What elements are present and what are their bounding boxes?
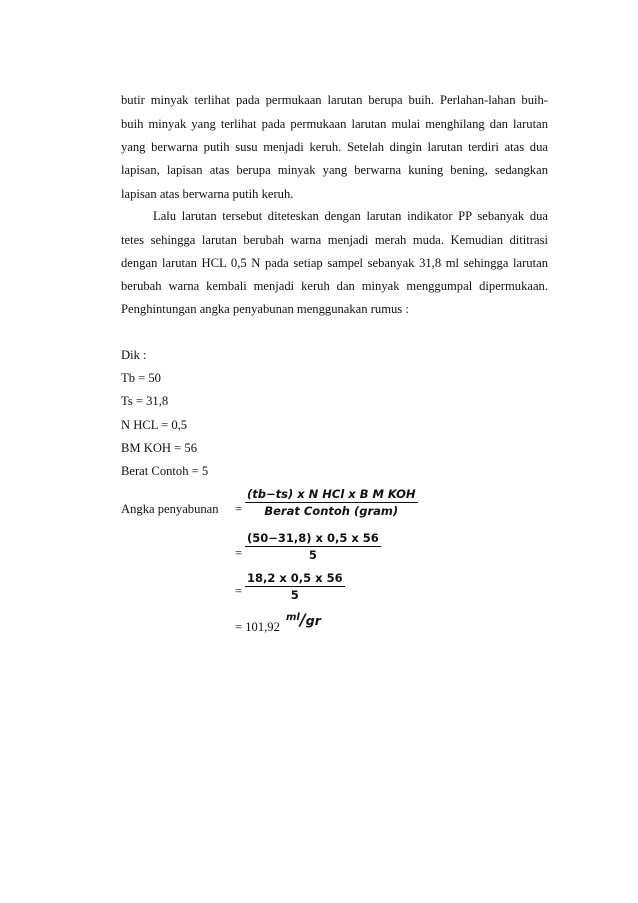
formula-simplified-numerator: 18,2 x 0,5 x 56 — [247, 571, 343, 585]
paragraph-2-line-5: Penghintungan angka penyabunan menggunakan rumus : — [121, 302, 409, 316]
formula-general-denominator: Berat Contoh (gram) — [264, 504, 399, 518]
formula-general — [245, 487, 418, 518]
formula-substituted-numerator: (50−31,8) x 0,5 x 56 — [247, 531, 379, 545]
given-item-berat-contoh: Berat Contoh = 5 — [121, 464, 209, 478]
paragraph-2-line-4: berubah warna kembali menjadi keruh dan minyak menggumpal dipermukaan. — [121, 279, 548, 293]
formula-simplified — [245, 571, 345, 602]
paragraph-1-line-2: buih minyak yang terlihat pada permukaan larutan mulai menghilang dan larutan — [121, 117, 548, 131]
given-item-bm-koh: BM KOH = 56 — [121, 441, 198, 455]
paragraph-1-line-3: yang berwarna putih susu menjadi keruh. Setelah dingin larutan terdiri atas dua — [121, 140, 548, 154]
formula-substituted-denominator: 5 — [308, 548, 317, 562]
given-item-ts: Ts = 31,8 — [121, 394, 169, 408]
formula-result: = 101,92 — [235, 620, 280, 634]
paragraph-2-line-2: tetes sehingga larutan berubah warna menjadi merah muda. Kemudian dititrasi — [121, 233, 548, 247]
result-unit — [286, 610, 321, 629]
paragraph-2-line-1: Lalu larutan tersebut diteteskan dengan larutan indikator PP sebanyak dua — [153, 209, 548, 223]
unit-gr: gr — [305, 613, 321, 628]
given-item-tb: Tb = 50 — [121, 371, 161, 385]
formula-label: Angka penyabunan — [121, 502, 219, 516]
equals-sign-1: = — [235, 502, 243, 516]
formula-simplified-denominator: 5 — [290, 588, 299, 602]
paragraph-1-line-4: lapisan, lapisan atas berupa minyak yang berwarna kuning bening, sedangkan — [121, 163, 548, 177]
formula-substituted — [245, 531, 381, 562]
paragraph-1-line-5: lapisan atas berwarna putih keruh. — [121, 187, 294, 201]
equals-sign-3: = — [235, 584, 243, 598]
formula-general-numerator: (tb−ts) x N HCl x B M KOH — [247, 487, 416, 501]
equals-sign-2: = — [235, 546, 243, 560]
paragraph-1-line-1: butir minyak terlihat pada permukaan larutan berupa buih. Perlahan-lahan buih- — [121, 93, 548, 107]
given-item-nhcl: N HCL = 0,5 — [121, 418, 188, 432]
given-heading: Dik : — [121, 348, 147, 362]
paragraph-2-line-3: dengan larutan HCL 0,5 N pada setiap sampel sebanyak 31,8 ml sehingga larutan — [121, 256, 548, 270]
unit-slash: / — [299, 610, 306, 629]
unit-ml: ml — [286, 612, 300, 623]
